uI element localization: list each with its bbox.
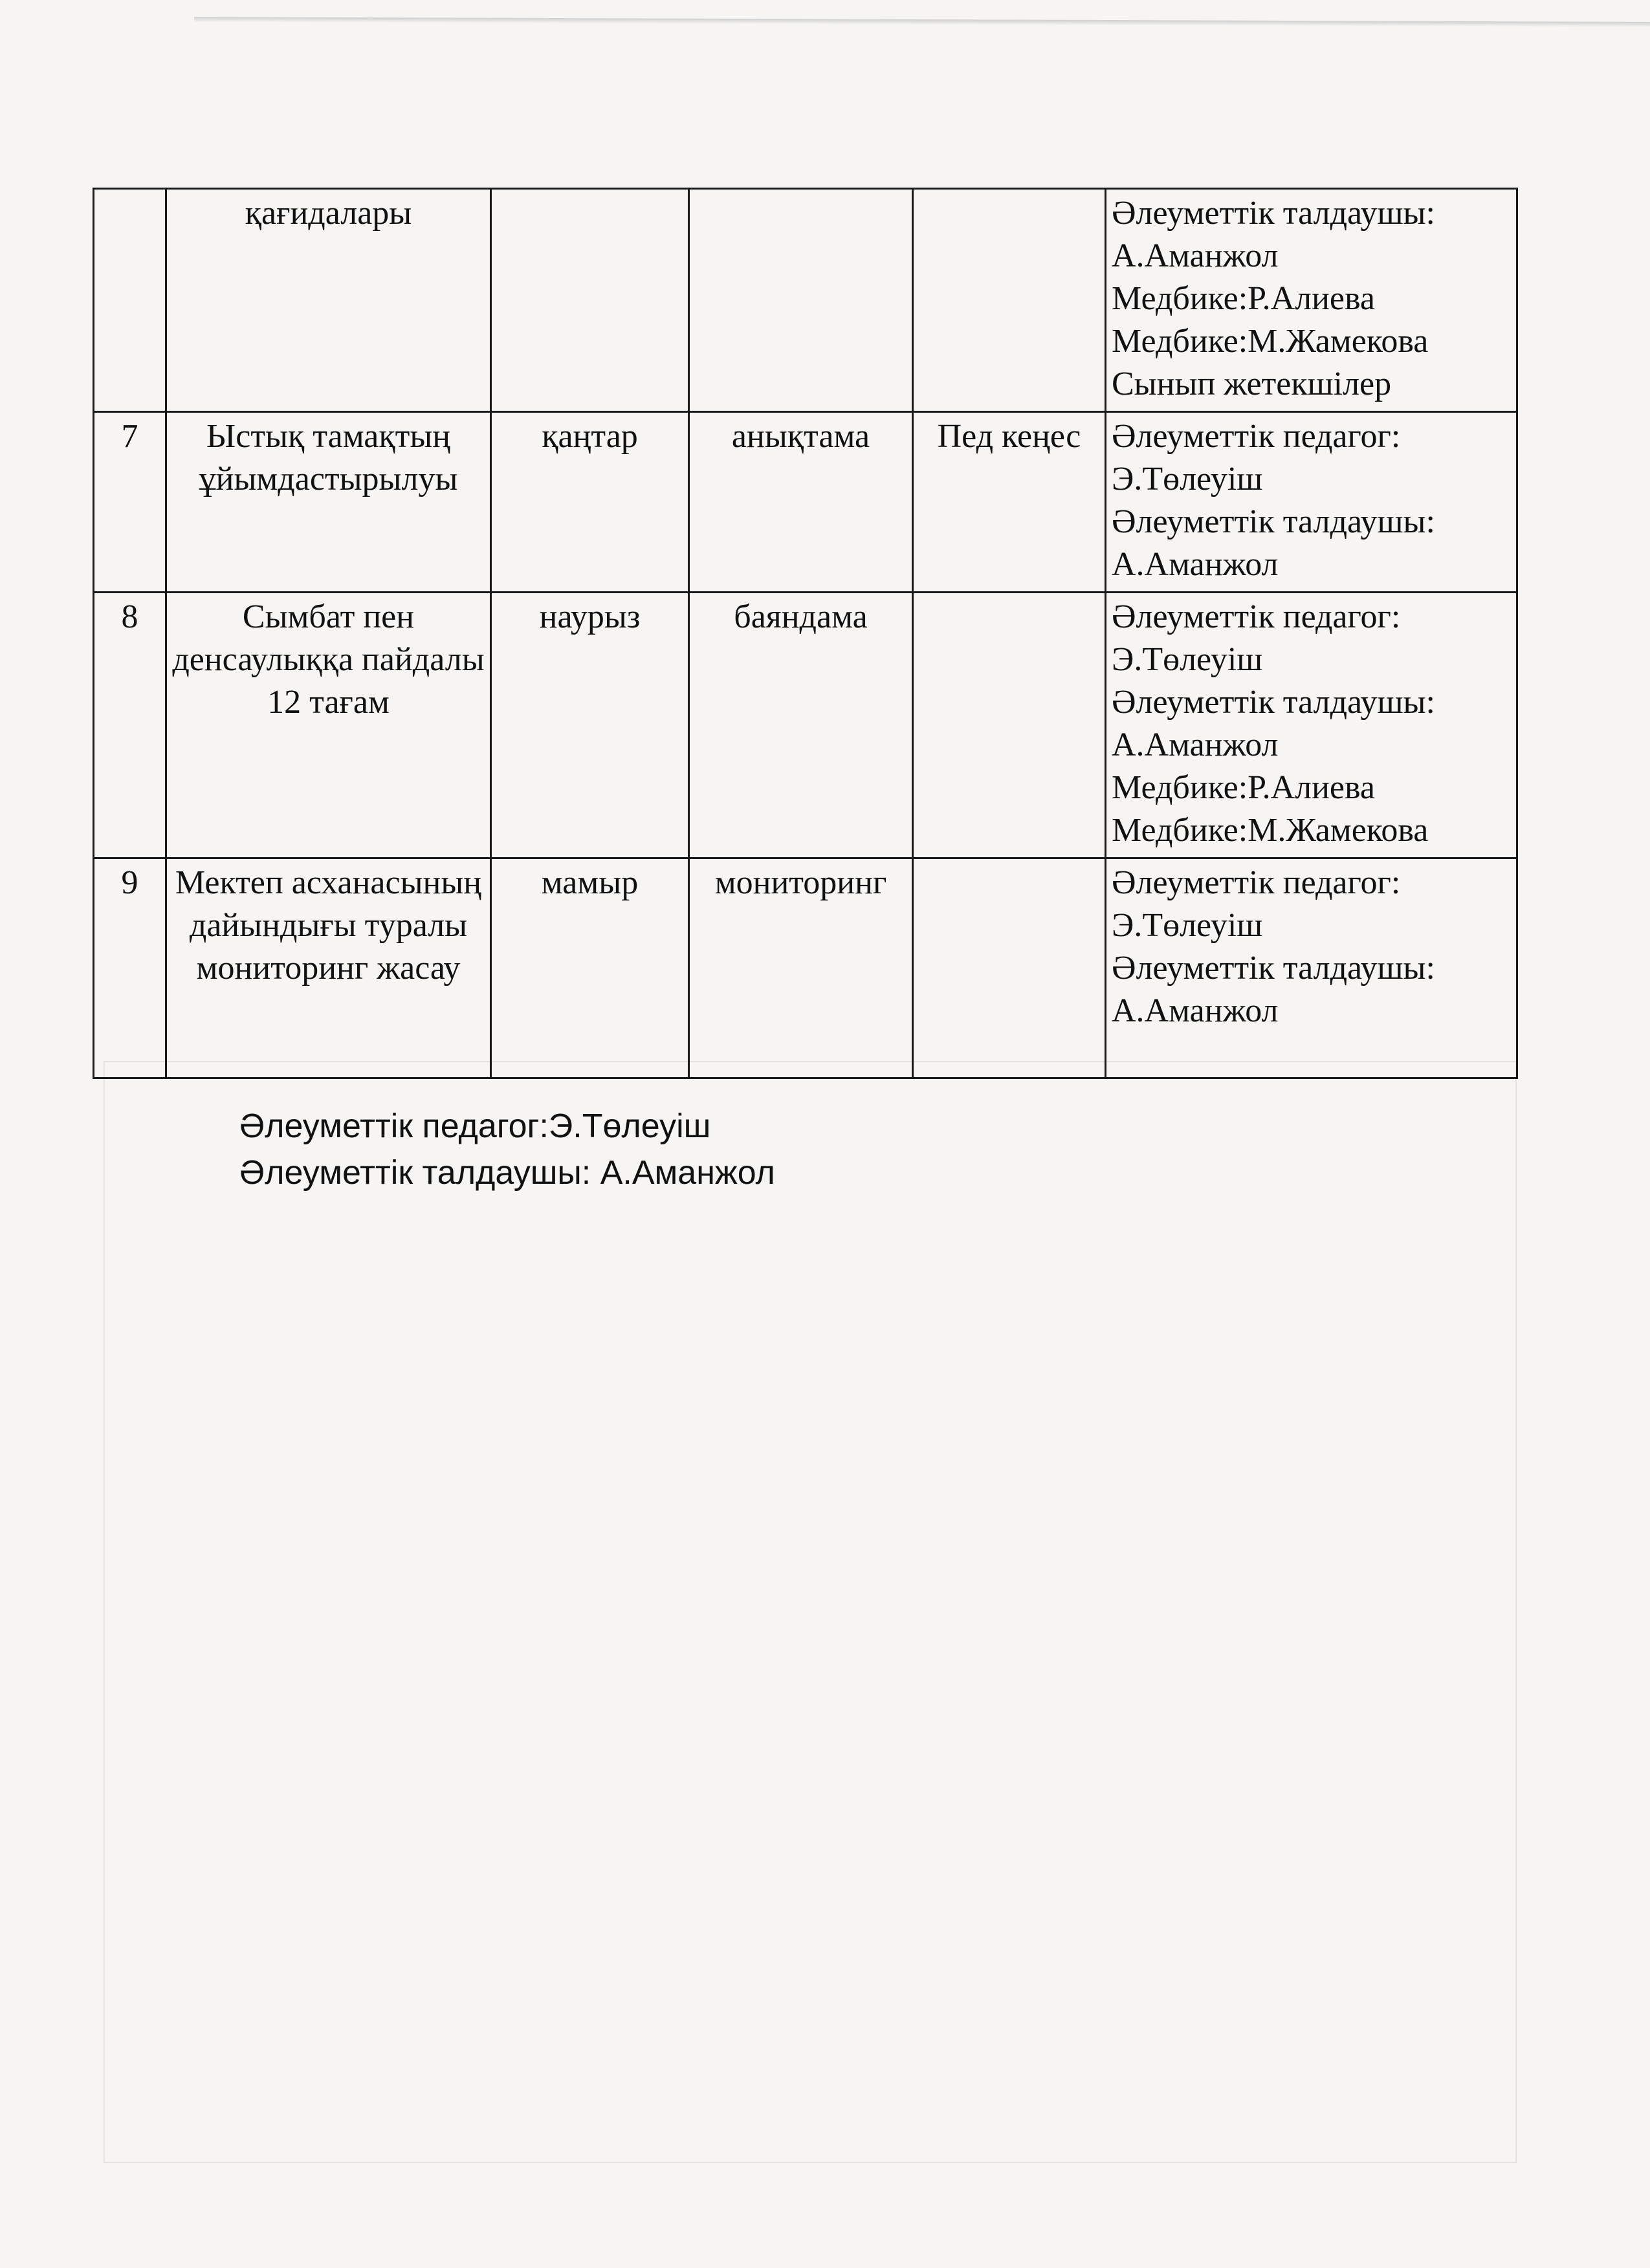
- responsible-line: Э.Төлеуіш: [1112, 907, 1263, 944]
- event-plan-table: [93, 188, 1518, 1079]
- responsible-line: Медбике:Р.Алиева: [1112, 280, 1375, 317]
- responsible-line: Э.Төлеуіш: [1112, 641, 1263, 678]
- where-reported: [913, 593, 1106, 858]
- responsible-line: Медбике:М.Жамекова: [1112, 812, 1429, 849]
- row-number: [94, 189, 166, 412]
- event-name: Сымбат пен денсаулыққа пайдалы 12 тағам: [166, 593, 491, 858]
- where-reported: Пед кеңес: [913, 412, 1106, 593]
- table-row: [94, 858, 1517, 1078]
- responsible-line: Әлеуметтік педагог:: [1112, 418, 1401, 455]
- table-row: [94, 412, 1517, 593]
- responsible-line: Әлеуметтік талдаушы:: [1112, 503, 1435, 540]
- deadline: қаңтар: [491, 412, 689, 593]
- responsible-line: Әлеуметтік педагог:: [1112, 864, 1401, 901]
- event-name: қағидалары: [166, 189, 491, 412]
- row-number: 7: [94, 412, 166, 593]
- responsible-line: Медбике:М.Жамекова: [1112, 323, 1429, 360]
- responsible-line: Сынып жетекшілер: [1112, 365, 1392, 402]
- row-number: 8: [94, 593, 166, 858]
- responsible: [1106, 593, 1517, 858]
- where-reported: [913, 858, 1106, 1078]
- form: мониторинг: [689, 858, 913, 1078]
- signature-social-pedagogue: Әлеуметтік педагог:Э.Төлеуіш: [239, 1107, 711, 1145]
- responsible-line: А.Аманжол: [1112, 237, 1279, 274]
- signature-block: [239, 1103, 775, 1196]
- where-reported: [913, 189, 1106, 412]
- event-name: Мектеп асханасының дайындығы туралы мониторинг жасау: [166, 858, 491, 1078]
- deadline: наурыз: [491, 593, 689, 858]
- responsible-line: Әлеуметтік талдаушы:: [1112, 950, 1435, 987]
- deadline: мамыр: [491, 858, 689, 1078]
- responsible-line: А.Аманжол: [1112, 546, 1279, 583]
- bleed-through-shadow: [104, 1061, 1517, 2163]
- table-row: [94, 593, 1517, 858]
- responsible-line: Медбике:Р.Алиева: [1112, 769, 1375, 806]
- signature-social-analyst: Әлеуметтік талдаушы: А.Аманжол: [239, 1154, 775, 1192]
- page-edge: [194, 17, 1650, 27]
- row-number: 9: [94, 858, 166, 1078]
- event-name: Ыстық тамақтың ұйымдастырылуы: [166, 412, 491, 593]
- form: анықтама: [689, 412, 913, 593]
- responsible: [1106, 412, 1517, 593]
- responsible: [1106, 858, 1517, 1078]
- form: баяндама: [689, 593, 913, 858]
- responsible-line: Әлеуметтік талдаушы:: [1112, 684, 1435, 721]
- responsible-line: Э.Төлеуіш: [1112, 461, 1263, 497]
- responsible-line: Әлеуметтік талдаушы:: [1112, 195, 1435, 232]
- responsible-line: Әлеуметтік педагог:: [1112, 598, 1401, 635]
- table-row: [94, 189, 1517, 412]
- responsible: [1106, 189, 1517, 412]
- deadline: [491, 189, 689, 412]
- responsible-line: А.Аманжол: [1112, 726, 1279, 763]
- responsible-line: А.Аманжол: [1112, 992, 1279, 1029]
- form: [689, 189, 913, 412]
